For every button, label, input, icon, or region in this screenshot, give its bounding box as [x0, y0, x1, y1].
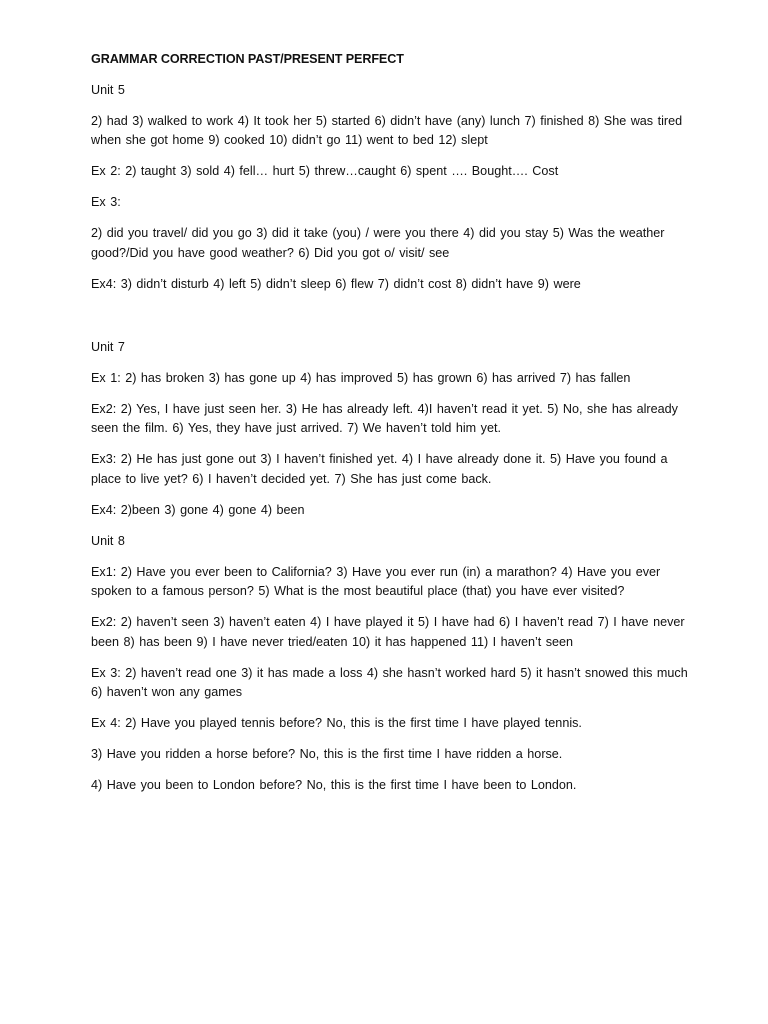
unit-5-exercise-2-answers: Ex 2: 2) taught 3) sold 4) fell… hurt 5) threw…caught 6) spent …. Bought…. Cost: [91, 164, 559, 178]
document-page: [91, 50, 691, 807]
unit-5-exercise-4-answers: Ex4: 3) didn’t disturb 4) left 5) didn’t sleep 6) flew 7) didn’t cost 8) didn’t have 9) were: [91, 276, 581, 291]
unit-8-exercise-4-line-3: 4) Have you been to London before? No, this is the first time I have been to London.: [91, 778, 577, 792]
unit-7-heading: Unit 7: [91, 339, 125, 354]
unit-7-exercise-3-answers: Ex3: 2) He has just gone out 3) I haven’t finished yet. 4) I have already done it. 5) Have you found a place to live yet? 6) I haven’t decided yet. 7) She has just come back.: [91, 452, 668, 486]
unit-8-exercise-3-answers: Ex 3: 2) haven’t read one 3) it has made a loss 4) she hasn’t worked hard 5) it hasn’t snowed this much 6) haven’t won any games: [91, 665, 688, 699]
unit-8-heading: Unit 8: [91, 533, 125, 548]
unit-5-exercise-1-answers: 2) had 3) walked to work 4) It took her 5) started 6) didn’t have (any) lunch 7) finished 8) She was tired when she got home 9) cooked 10) didn’t go 11) went to bed 12) slept: [91, 113, 683, 147]
unit-8-exercise-1-answers: Ex1: 2) Have you ever been to California? 3) Have you ever run (in) a marathon? 4) Have you ever spoken to a famous person? 5) What is the most beautiful place (that) you have ever visited?: [91, 564, 661, 598]
unit-7-exercise-4-answers: Ex4: 2)been 3) gone 4) gone 4) been: [91, 502, 305, 517]
unit-7-exercise-1-answers: Ex 1: 2) has broken 3) has gone up 4) has improved 5) has grown 6) has arrived 7) has fallen: [91, 370, 631, 385]
unit-8-exercise-4-line-2: 3) Have you ridden a horse before? No, this is the first time I have ridden a horse.: [91, 747, 563, 761]
unit-5-exercise-3-answers: 2) did you travel/ did you go 3) did it take (you) / were you there 4) did you stay 5) Was the weather good?/Did you have good weather? 6) Did you got o/ visit/ see: [91, 226, 665, 260]
unit-8-exercise-4-line-1: Ex 4: 2) Have you played tennis before? No, this is the first time I have played tennis.: [91, 716, 582, 730]
unit-5-heading: Unit 5: [91, 82, 125, 97]
unit-7-exercise-2-answers: Ex2: 2) Yes, I have just seen her. 3) He has already left. 4)I haven’t read it yet. 5) No, she has already seen the film. 6) Yes, they have just arrived. 7) We haven’t told him yet.: [91, 401, 678, 435]
document-title: GRAMMAR CORRECTION PAST/PRESENT PERFECT: [91, 52, 404, 66]
section-spacer: [91, 306, 691, 338]
unit-8-exercise-2-answers: Ex2: 2) haven’t seen 3) haven’t eaten 4) I have played it 5) I have had 6) I haven’t read 7) I have never been 8) has been 9) I have never tried/eaten 10) it has happened 11) I haven’t seen: [91, 615, 685, 649]
unit-5-exercise-3-heading: Ex 3:: [91, 195, 121, 209]
